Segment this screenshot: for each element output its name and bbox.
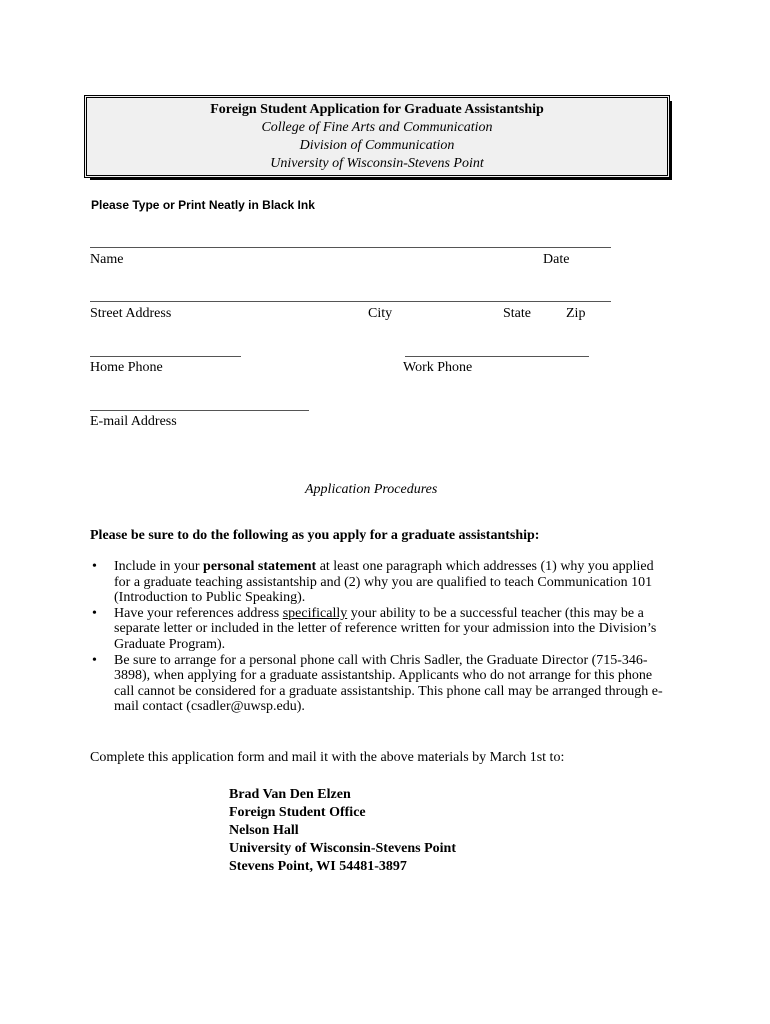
university-name: University of Wisconsin-Stevens Point — [270, 156, 484, 171]
address-building: Nelson Hall — [229, 823, 299, 838]
bullet-2-after: your ability to be a successful teacher (this may be a separate letter or included in the letter of reference written for your admission into the Division’s Graduate Program). — [114, 605, 657, 652]
street-address-label: Street Address — [90, 306, 172, 321]
date-label: Date — [543, 252, 570, 267]
work-phone-label: Work Phone — [403, 360, 473, 375]
email-line[interactable] — [90, 410, 309, 411]
state-label: State — [503, 306, 531, 321]
form-title: Foreign Student Application for Graduate Assistantship — [210, 102, 544, 117]
name-date-line[interactable] — [90, 247, 611, 248]
address-office: Foreign Student Office — [229, 805, 366, 820]
bullet-2-before: Have your references address — [114, 605, 283, 621]
bullet-2-underline: specifically — [282, 605, 348, 621]
list-item — [90, 559, 672, 606]
zip-label: Zip — [566, 306, 586, 321]
procedures-list — [90, 559, 672, 715]
division-name: Division of Communication — [299, 138, 455, 153]
home-phone-line[interactable] — [90, 356, 241, 357]
home-phone-label: Home Phone — [90, 360, 163, 375]
procedures-intro: Please be sure to do the following as you apply for a graduate assistantship: — [90, 528, 540, 543]
mail-instruction: Complete this application form and mail it with the above materials by March 1st to: — [90, 750, 565, 765]
name-label: Name — [90, 252, 124, 267]
bullet-1-bold: personal statement — [203, 559, 317, 574]
email-label: E-mail Address — [90, 414, 177, 429]
list-item — [90, 606, 672, 653]
city-label: City — [368, 306, 393, 321]
address-city-zip: Stevens Point, WI 54481-3897 — [229, 859, 407, 874]
college-name: College of Fine Arts and Communication — [261, 120, 493, 135]
bullet-icon: • — [92, 559, 97, 574]
address-recipient: Brad Van Den Elzen — [229, 787, 351, 802]
bullet-icon: • — [92, 652, 97, 668]
work-phone-line[interactable] — [405, 356, 589, 357]
address-university: University of Wisconsin-Stevens Point — [229, 841, 456, 856]
bullet-3-text: Be sure to arrange for a personal phone call with Chris Sadler, the Graduate Director (715-346-3898), when applying for a graduate assistantship. Applicants who do not arrange for this phone call cannot be considered for a graduate assistantship. This phone call may be arranged through e-mail contact (csadler@uwsp.edu). — [114, 652, 663, 715]
bullet-1-before: Include in your — [114, 559, 204, 574]
print-instruction: Please Type or Print Neatly in Black Ink — [91, 198, 315, 212]
procedures-heading: Application Procedures — [305, 482, 438, 497]
address-line[interactable] — [90, 301, 611, 302]
bullet-1-after: at least one paragraph which addresses (1) why you applied for a graduate teaching assistantship and (2) why you are qualified to teach Communication 101 (Introduction to Public Speaking). — [114, 559, 654, 606]
bullet-icon: • — [92, 605, 97, 621]
list-item — [90, 653, 672, 715]
